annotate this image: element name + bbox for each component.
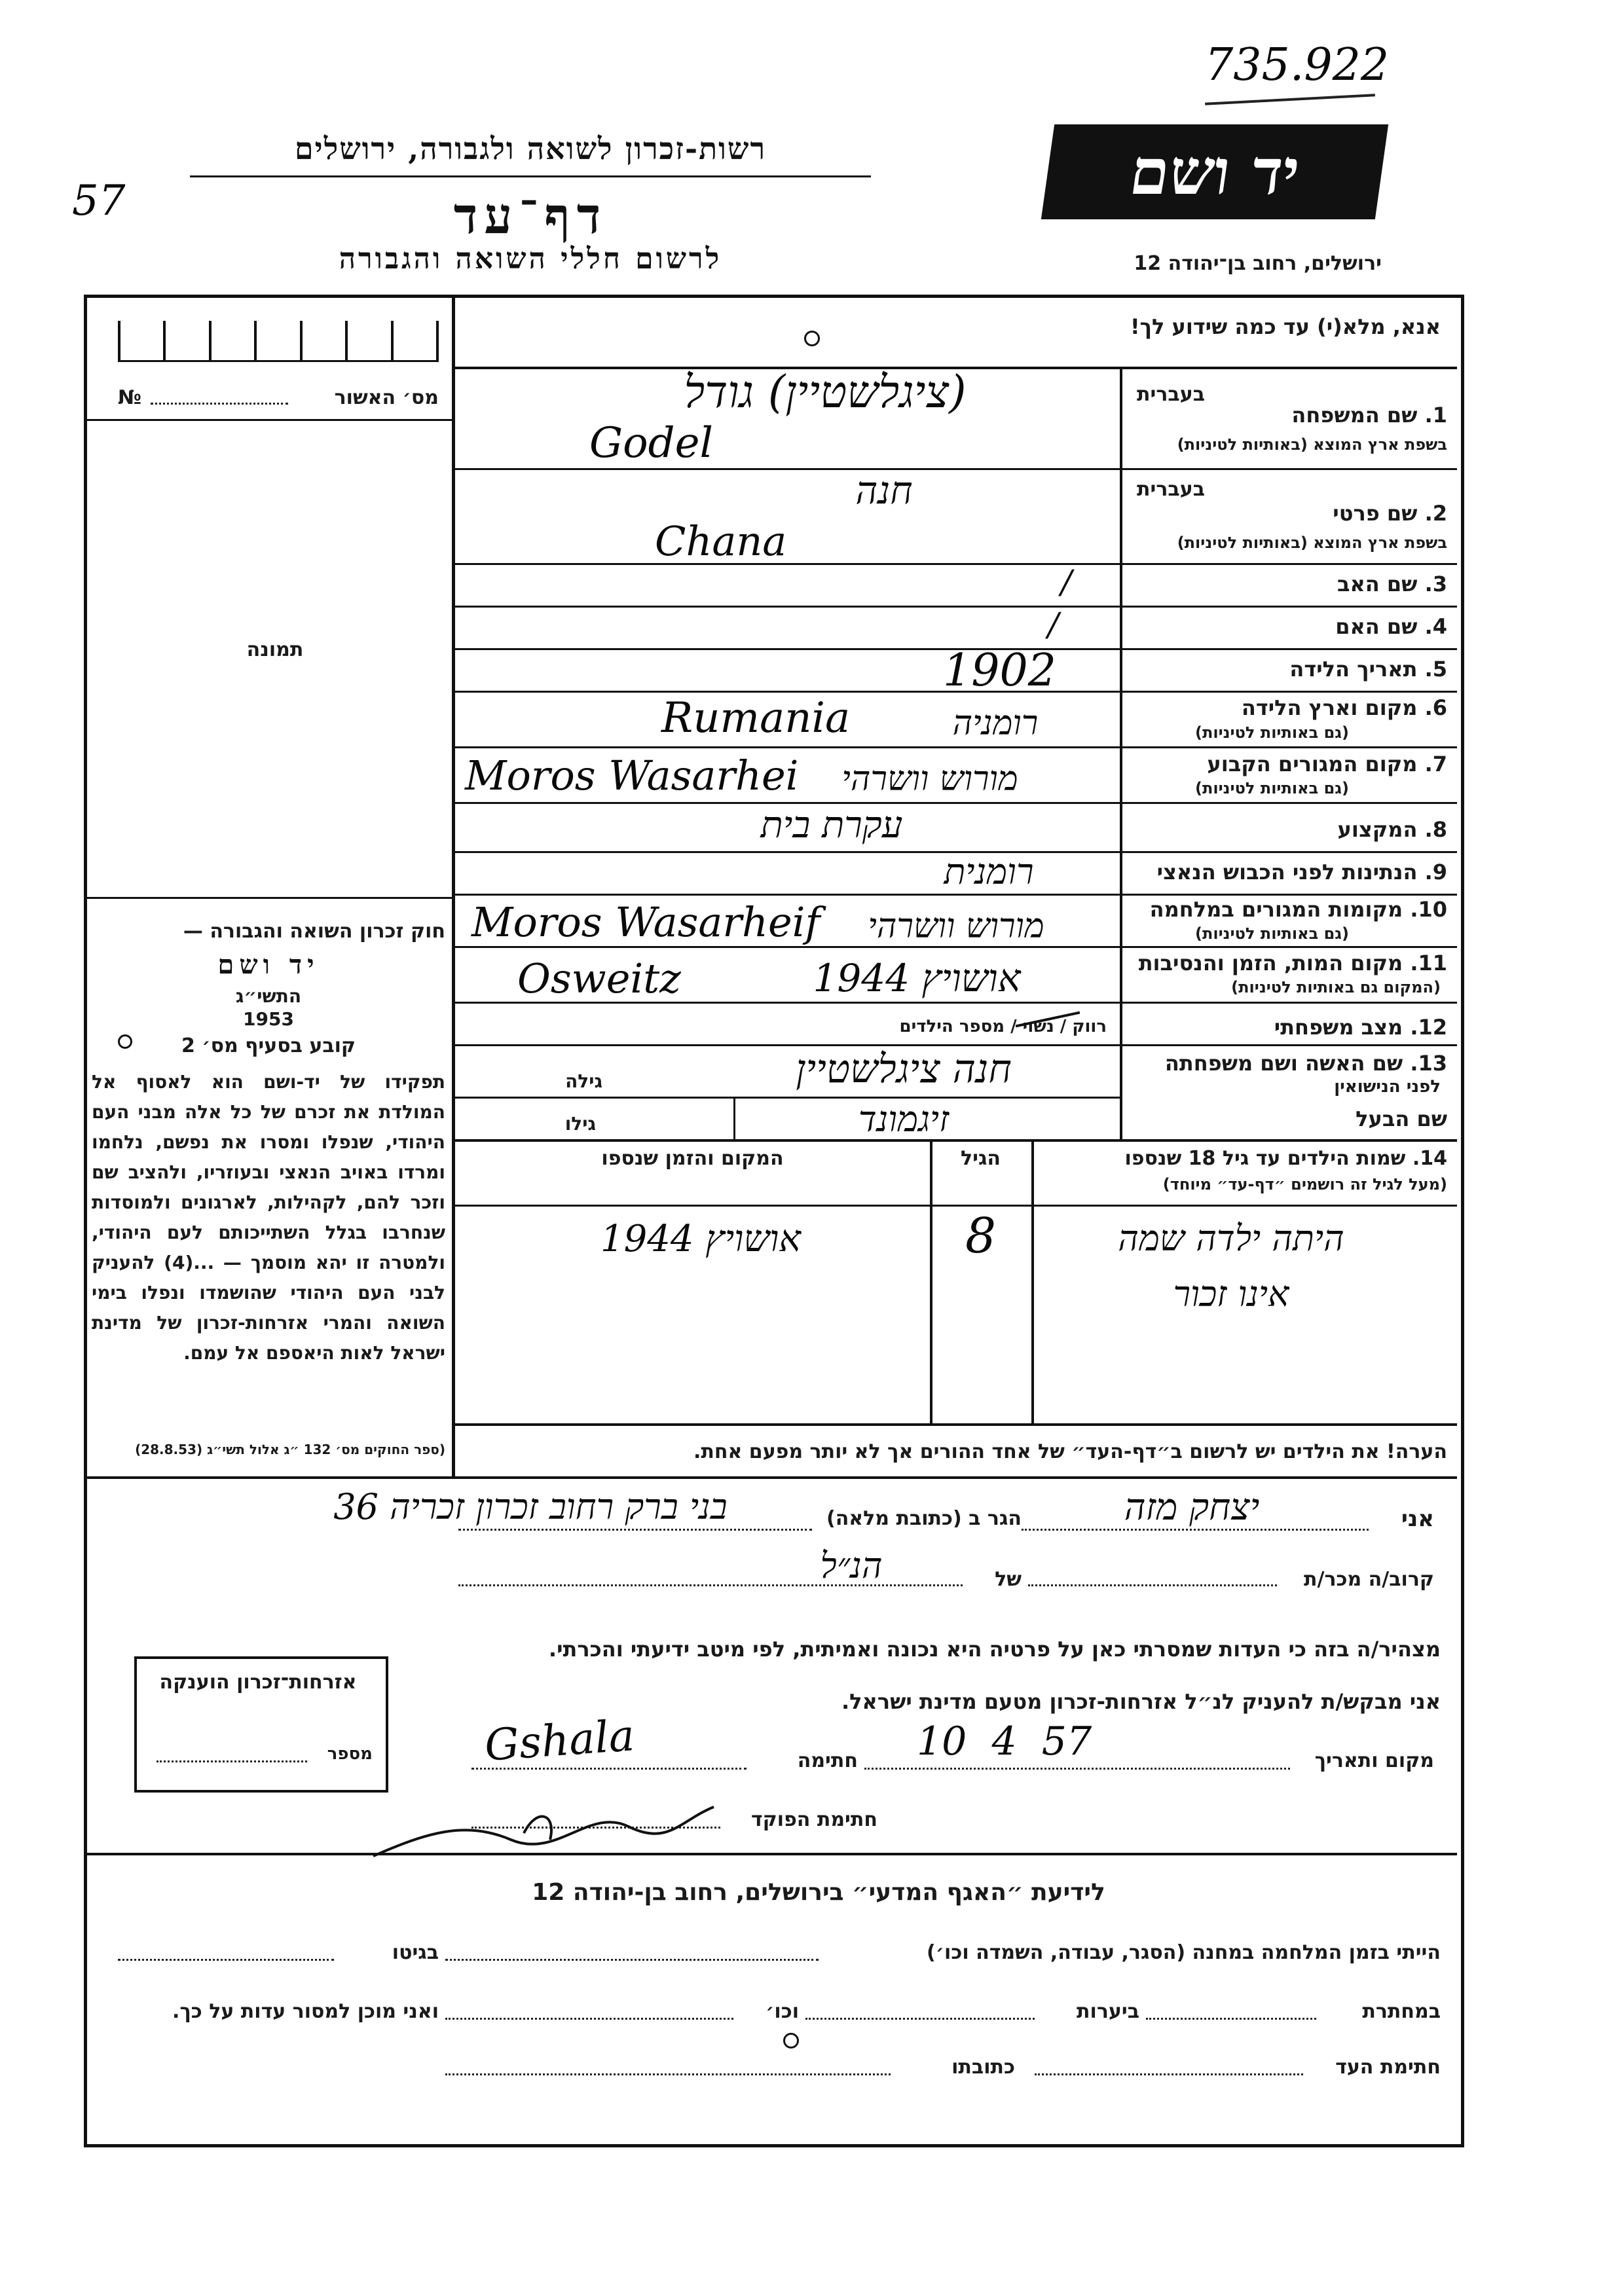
photo-rule	[85, 897, 452, 899]
citizenship-box-number: מספר	[327, 1744, 373, 1764]
f2-latin-value: Chana	[655, 517, 787, 565]
of-line	[458, 1584, 963, 1586]
f10-label: 10. מקומות המגורים במלחמה	[1149, 897, 1447, 922]
footer-line2-a: במחתרת	[1362, 2000, 1441, 2023]
f4-value: /	[1048, 606, 1059, 644]
citizenship-box-line	[157, 1760, 307, 1762]
approval-rule	[85, 419, 452, 421]
form-title: דף־עד	[453, 187, 608, 245]
f13-husband-age-label: גילו	[564, 1113, 596, 1135]
f12-options: רווק / נשוי / מספר הילדים	[899, 1017, 1107, 1036]
f14-col-place: המקום והזמן שנספו	[601, 1147, 784, 1170]
yad-vashem-logo	[1041, 124, 1388, 219]
f6-label: 6. מקום וארץ הלידה	[1241, 695, 1447, 720]
archive-number: 735.922	[1205, 39, 1390, 91]
f1-latin-value: Godel	[589, 419, 713, 467]
children-header-rule	[455, 1205, 1457, 1207]
address: ירושלים, רחוב בן־יהודה 12	[1134, 252, 1382, 275]
f1-hebrew-value: (ציגלשטיין) גודל	[684, 367, 967, 418]
f14-label: 14. שמות הילדים עד גיל 18 שנספו	[1124, 1147, 1447, 1170]
f2-label: 2. שם פרטי	[1333, 501, 1447, 526]
law-clause: קובע בסעיף מס׳ 2	[181, 1034, 356, 1057]
f8-label: 8. המקצוע	[1337, 817, 1447, 842]
f12-label: 12. מצב משפחתי	[1274, 1015, 1447, 1040]
f2-heb-tag: בעברית	[1137, 478, 1205, 501]
rule-f2	[455, 563, 1457, 565]
footer-line2-d: ואני מוכן למסור עדות על כך.	[172, 2000, 439, 2023]
citizenship-box-title: אזרחות־זכרון הוענקה	[159, 1671, 357, 1694]
punch-hole-bottom	[783, 2033, 799, 2049]
f7-sublabel: (גם באותיות לטיניות)	[1195, 779, 1349, 797]
law-reference: (ספר החוקים מס׳ 132 ״ג אלול תשי״ג (28.8.53)	[135, 1442, 445, 1457]
relation-line	[1028, 1584, 1277, 1586]
f7-label: 7. מקום המגורים הקבוע	[1207, 752, 1447, 776]
f11-sublabel: (המקום גם באותיות לטיניות)	[1231, 978, 1441, 996]
children-col-age-left	[930, 1142, 932, 1423]
child-1-age: 8	[965, 1208, 997, 1264]
declarant-name-line	[1022, 1529, 1369, 1531]
residing-label: הגר ב (כתובת מלאה)	[826, 1507, 1022, 1530]
of-value: הנ״ל	[820, 1545, 883, 1586]
f13-age-tick	[733, 1099, 735, 1139]
f10-latin-value: Moros Wasarheif	[471, 898, 821, 946]
label-column-divider	[1120, 367, 1122, 1139]
punch-hole-top	[804, 331, 820, 346]
footer-line3-dash-b	[445, 2073, 891, 2075]
f3-value: /	[1061, 563, 1072, 601]
approval-ticks	[118, 321, 439, 362]
rule-f10	[455, 946, 1457, 948]
rule-f9	[455, 894, 1457, 896]
residing-value: בני ברק רחוב זכרון זכריה 36	[333, 1486, 728, 1527]
footer-line2-dash-b	[805, 2018, 1035, 2020]
child-1-place: אושויץ 1944	[600, 1218, 802, 1260]
declarant-i-label: אני	[1401, 1506, 1434, 1532]
footer-line3-a: חתימת העד	[1335, 2056, 1441, 2079]
f14-col-age: הגיל	[961, 1147, 1001, 1170]
f4-label: 4. שם האם	[1335, 614, 1447, 639]
photo-label: תמונה	[246, 638, 304, 661]
authority-underline	[190, 175, 871, 177]
f5-label: 5. תאריך הלידה	[1289, 657, 1447, 682]
f2-sublabel: בשפת ארץ המוצא (באותיות לטיניות)	[1177, 534, 1447, 552]
declarant-signature: Gshala	[483, 1710, 637, 1771]
residing-line	[458, 1529, 812, 1531]
f1-label: 1. שם המשפחה	[1291, 403, 1447, 428]
f3-label: 3. שם האב	[1337, 572, 1447, 596]
footer-rule	[85, 1853, 1457, 1855]
footer-line1-dash	[445, 1959, 819, 1961]
date-value: 10 4 57	[917, 1719, 1092, 1764]
footer-line1-a: הייתי בזמן המלחמה במחנה (הסגר, עבודה, השמדה וכו׳)	[927, 1941, 1441, 1964]
f13-label: 13. שם האשה ושם משפחתה	[1164, 1051, 1447, 1076]
of-label: של	[995, 1568, 1022, 1591]
official-signature-scrawl	[367, 1794, 720, 1872]
footer-line3-b: כתובתו	[951, 2056, 1015, 2079]
f1-sublabel: בשפת ארץ המוצא (באותיות לטיניות)	[1177, 435, 1447, 454]
f6-hebrew-value: רומניה	[952, 704, 1039, 743]
f10-hebrew-value: מורוש וושרהי	[868, 907, 1044, 946]
f11-hebrew-value: אושויץ 1944	[813, 956, 1021, 1000]
rule-f3	[455, 606, 1457, 608]
law-text: תפקידו של יד-ושם הוא לאסוף אל המולדת את זכרם של כל אלה מבני העם היהודי, שנפלו ומסרו את נפשם, נלחמו ומרדו באויב הנאצי ובעוזריו, ולהציב שם וזכר להם, לקהילות, לארגונים ולמוסדות שנחרבו בגלל השתייכותם לעם היהודי, ולמטרה זו יהא מוסמך — ...(4) להעניק לבני העם היהודי שהושמדו ונפלו בימי השואה והמרי אזרחות-זכרון של מדינת ישראל לאות היאספם אל עמם.	[92, 1071, 445, 1364]
f13-husband-value: זיגמונד	[858, 1099, 950, 1140]
logo-text: יד ושם	[1125, 135, 1304, 209]
footer-heading: לידיעת ״האגף המדעי״ בירושלים, רחוב בן-יהודה 12	[532, 1879, 1105, 1906]
footer-line2-c: וכו׳	[766, 2000, 799, 2023]
footer-line1-b: בגיטו	[392, 1941, 439, 1964]
f7-hebrew-value: מורוש וושרהי	[841, 759, 1018, 799]
archive-underline	[1205, 94, 1375, 105]
approval-field	[151, 403, 288, 405]
page-number: 57	[72, 177, 126, 225]
official-signature-label: חתימת הפוקד	[751, 1808, 877, 1831]
intro-instruction: אנא, מלא(י) עד כמה שידוע לך!	[1130, 314, 1441, 339]
f9-label: 9. הנתינות לפני הכבוש הנאצי	[1156, 860, 1447, 884]
note-text: הערה! את הילדים יש לרשום ב״דף-העד״ של אחד ההורים אך לא יותר מפעם אחת.	[693, 1440, 1447, 1463]
f11-latin-value: Osweitz	[517, 955, 681, 1002]
f11-label: 11. מקום המות, הזמן והנסיבות	[1138, 951, 1447, 975]
f7-latin-value: Moros Wasarhei	[465, 752, 799, 799]
signature-label: חתימה	[797, 1749, 858, 1772]
f14-sublabel: (מעל לגיל זה רושמים ״דף-עד״ מיוחד)	[1162, 1175, 1447, 1194]
law-year-heb: התשי״ג	[235, 985, 302, 1007]
f2-hebrew-value: חנה	[855, 468, 913, 513]
f13-wife-age-label: גילה	[565, 1070, 602, 1092]
note-bottom-rule	[85, 1476, 1457, 1479]
f8-value: עקרת בית	[760, 804, 903, 847]
footer-line2-dash-a	[1146, 2018, 1316, 2020]
f10-sublabel: (גם באותיות לטיניות)	[1195, 924, 1349, 943]
children-col-age-right	[1031, 1142, 1034, 1423]
f13-sublabel: לפני הנישואין	[1334, 1077, 1441, 1097]
law-name: יד ושם	[217, 949, 320, 980]
f6-latin-value: Rumania	[661, 694, 851, 742]
law-year: 1953	[243, 1008, 294, 1030]
punch-hole-mid	[118, 1034, 132, 1049]
place-date-label: מקום ותאריך	[1314, 1749, 1434, 1772]
relation-label: קרוב/ה מכר/ת	[1304, 1568, 1434, 1591]
declarant-name: יצחק מזה	[1124, 1486, 1260, 1529]
f13-husband-label: שם הבעל	[1356, 1106, 1447, 1131]
law-title: חוק זכרון השואה והגבורה —	[183, 920, 445, 943]
child-2-name: אינו זכור	[1173, 1273, 1289, 1315]
footer-line3-dash-a	[1035, 2073, 1303, 2075]
approval-label: מס׳ האשור	[334, 386, 439, 409]
sidebar-divider	[452, 298, 455, 1476]
f13-wife-value: חנה ציגלשטיין	[796, 1046, 1012, 1092]
authority-title: רשות-זכרון לשואה ולגבורה, ירושלים	[294, 131, 767, 166]
footer-line2-b: ביערות	[1077, 2000, 1139, 2023]
f1-heb-tag: בעברית	[1137, 383, 1205, 406]
place-date-line	[864, 1768, 1290, 1770]
f6-sublabel: (גם באותיות לטיניות)	[1195, 723, 1349, 742]
request-text: אני מבקש/ת להעניק לנ״ל אזרחות-זכרון מטעם מדינת ישראל.	[841, 1689, 1441, 1714]
child-1-name: היתה ילדה שמה	[1118, 1218, 1344, 1259]
declaration-text: מצהיר/ה בזה כי העדות שמסרתי כאן על פרטיה היא נכונה ואמיתית, לפי מיטב ידיעתי והכרתי.	[548, 1637, 1441, 1662]
citizenship-box	[134, 1656, 388, 1793]
footer-line2-dash-c	[445, 2018, 733, 2020]
form-subtitle: לרשום חללי השואה והגבורה	[339, 242, 722, 276]
approval-no: №	[118, 386, 142, 409]
rule-f6	[455, 746, 1457, 748]
footer-line1-end	[118, 1959, 334, 1961]
note-top-rule	[455, 1423, 1457, 1426]
f5-value: 1902	[943, 645, 1057, 697]
f9-value: רומנית	[944, 851, 1034, 892]
